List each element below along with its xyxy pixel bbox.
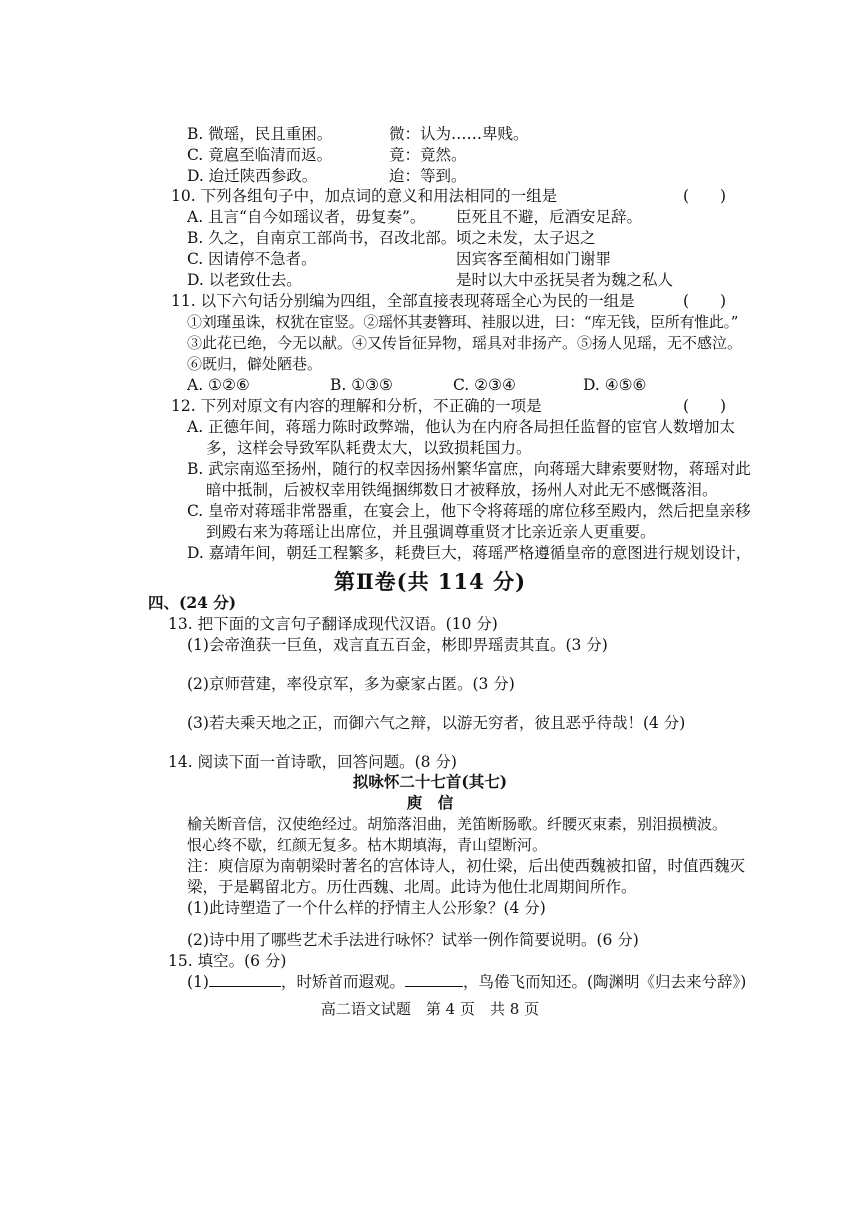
q11-choice-c: C. ②③④	[453, 376, 516, 394]
q10-option-c-pair: 因宾客至蔺相如门谢罪	[456, 250, 612, 268]
q15-stem: 15. 填空。(6 分)	[168, 952, 287, 970]
q11-choice-d: D. ④⑤⑥	[583, 376, 647, 394]
q9-option-d: D. 迨迁陕西参政。	[187, 167, 318, 185]
poem-line2: 恨心终不歇，红颜无复多。枯木期填海，青山望断河。	[187, 836, 548, 854]
q11-choice-a: A. ①②⑥	[187, 376, 250, 394]
q12-answer-paren: ( )	[683, 397, 727, 415]
q15-item1	[187, 972, 746, 992]
q11-choice-b: B. ①③⑤	[330, 376, 393, 394]
part-ii-title: 第Ⅱ卷(共 114 分)	[333, 569, 527, 594]
q11-sentences-line3: ⑥既归，僻处陋巷。	[187, 355, 323, 373]
poem-author: 庾 信	[406, 793, 454, 812]
q9-option-d-note: 迨：等到。	[389, 167, 467, 185]
q12-option-b-line2: 暗中抵制，后被权幸用铁绳捆绑数日才被释放，扬州人对此无不感慨落泪。	[206, 481, 718, 499]
poem-line1: 榆关断音信，汉使绝经过。胡笳落泪曲，羌笛断肠歌。纤腰灭束素，别泪损横波。	[187, 815, 728, 833]
q14-question2: (2)诗中用了哪些艺术手法进行咏怀？试举一例作简要说明。(6 分)	[187, 931, 639, 949]
q13-item3: (3)若夫乘天地之正，而御六气之辩，以游无穷者，彼且恶乎待哉！(4 分)	[187, 714, 686, 732]
q9-option-c: C. 竟扈至临清而返。	[187, 146, 333, 164]
q15-blank-2[interactable]	[405, 972, 463, 987]
page-footer: 高二语文试题 第 4 页 共 8 页	[320, 1000, 540, 1018]
q15-item1-mid: ，时矫首而遐观。	[280, 973, 405, 991]
q10-stem: 10. 下列各组句子中，加点词的意义和用法相同的一组是	[171, 187, 558, 205]
q9-option-b-note: 微：认为……卑贱。	[389, 125, 529, 143]
poem-note-line2: 梁，于是羁留北方。历仕西魏、北周。此诗为他仕北周期间所作。	[187, 878, 637, 896]
q10-option-b-pair: 顷之未发，太子迟之	[456, 229, 596, 247]
section-4-heading: 四、(24 分)	[148, 593, 237, 612]
q14-question1: (1)此诗塑造了一个什么样的抒情主人公形象？(4 分)	[187, 899, 546, 917]
q12-option-d-line1: D. 嘉靖年间，朝廷工程繁多，耗费巨大，蒋瑶严格遵循皇帝的意图进行规划设计，	[187, 544, 752, 562]
q9-option-b: B. 微瑶，民且重困。	[187, 125, 333, 143]
q13-item1: (1)会帝渔获一巨鱼，戏言直五百金，彬即畀瑶责其直。(3 分)	[187, 636, 608, 654]
q15-item1-prefix: (1)	[187, 973, 209, 991]
q12-option-c-line1: C. 皇帝对蒋瑶非常器重，在宴会上，他下令将蒋瑶的席位移至殿内，然后把皇亲移	[187, 502, 751, 520]
q15-blank-1[interactable]	[209, 972, 281, 987]
q10-option-d-pair: 是时以大中丞抚吴者为魏之私人	[456, 271, 674, 289]
q12-option-b-line1: B. 武宗南巡至扬州，随行的权幸因扬州繁华富庶，向蒋瑶大肆索要财物，蒋瑶对此	[187, 460, 751, 478]
poem-title: 拟咏怀二十七首(其七)	[352, 772, 508, 791]
q13-stem: 13. 把下面的文言句子翻译成现代汉语。(10 分)	[168, 615, 498, 633]
q14-stem: 14. 阅读下面一首诗歌，回答问题。(8 分)	[168, 753, 457, 771]
q10-option-a: A. 且言“自今如瑶议者，毋复奏”。	[187, 208, 426, 226]
q12-option-a-line1: A. 正德年间，蒋瑶力陈时政弊端，他认为在内府各局担任监督的宦官人数增加太	[187, 418, 736, 436]
q12-stem: 12. 下列对原文有内容的理解和分析，不正确的一项是	[171, 397, 542, 415]
q11-sentences-line2: ③此花已绝，今无以献。④又传旨征异物，瑶具对非扬产。⑤扬人见瑶，无不感泣。	[187, 334, 743, 352]
q9-option-c-note: 竟：竟然。	[389, 146, 467, 164]
q15-item1-end: ，鸟倦飞而知还。(陶渊明《归去来兮辞》)	[462, 973, 747, 991]
q12-option-c-line2: 到殿右来为蒋瑶让出席位，并且强调尊重贤才比亲近亲人更重要。	[206, 523, 656, 541]
q10-option-a-pair: 臣死且不避，卮酒安足辞。	[456, 208, 643, 226]
q10-option-b: B. 久之，自南京工部尚书，召改北部。	[187, 229, 457, 247]
q10-answer-paren: ( )	[683, 187, 727, 205]
q12-option-a-line2: 多，这样会导致军队耗费太大，以致损耗国力。	[206, 439, 532, 457]
q11-sentences-line1: ①刘瑾虽诛，权犹在宦竖。②瑶怀其妻簪珥、袿服以进，曰：“库无钱，臣所有惟此。”	[187, 313, 739, 331]
q11-answer-paren: ( )	[683, 292, 727, 310]
poem-note-line1: 注：庾信原为南朝梁时著名的宫体诗人，初仕梁，后出使西魏被扣留，时值西魏灭	[187, 857, 746, 875]
q10-option-c: C. 因请停不急者。	[187, 250, 317, 268]
q11-stem: 11. 以下六句话分别编为四组，全部直接表现蒋瑶全心为民的一组是	[171, 292, 635, 310]
q10-option-d: D. 以老致仕去。	[187, 271, 302, 289]
q13-item2: (2)京师营建，率役京军，多为豪家占匿。(3 分)	[187, 675, 515, 693]
